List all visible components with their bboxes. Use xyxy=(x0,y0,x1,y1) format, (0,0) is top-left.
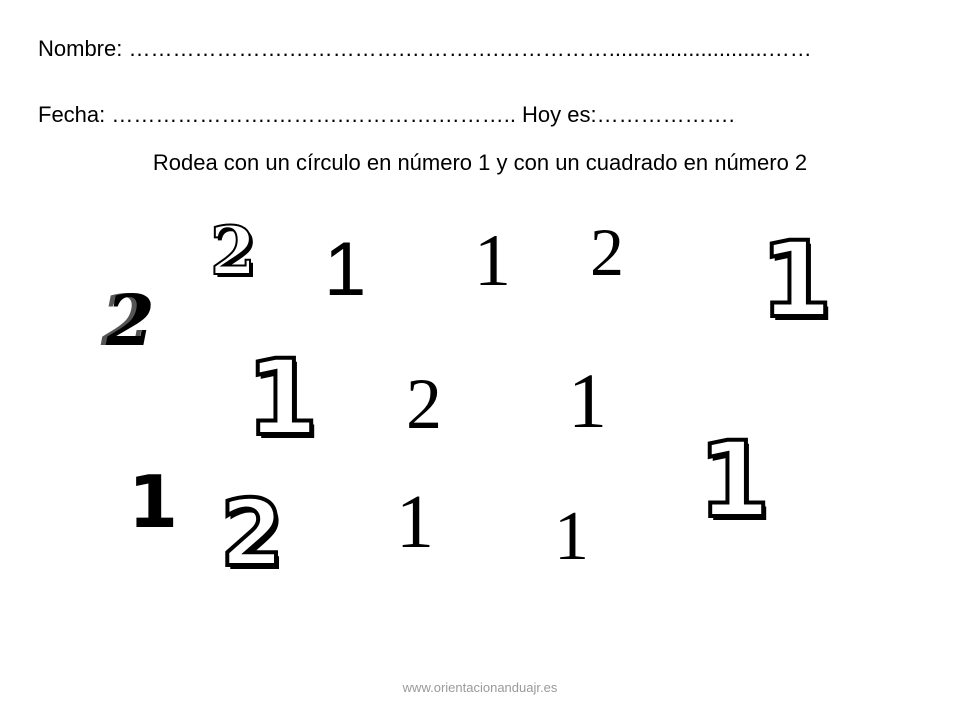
number-2[interactable]: 2 xyxy=(220,480,285,587)
number-1[interactable]: 1 xyxy=(698,419,771,541)
number-1[interactable]: 1 xyxy=(568,357,607,444)
number-1[interactable]: 1 xyxy=(246,337,319,459)
number-1[interactable]: 1 xyxy=(128,460,179,544)
number-1[interactable]: 1 xyxy=(324,227,367,312)
number-2[interactable]: 2 xyxy=(590,214,624,290)
number-2[interactable]: 2 xyxy=(106,279,155,362)
number-1[interactable]: 1 xyxy=(760,219,833,341)
number-1[interactable]: 1 xyxy=(474,220,511,302)
number-2[interactable]: 2 xyxy=(406,364,442,444)
footer-url: www.orientacionanduajr.es xyxy=(402,680,558,695)
number-2[interactable]: 2 xyxy=(210,212,256,290)
date-field-line[interactable]: Fecha: ………………….……….………….……….. Hoy es:………………. xyxy=(38,102,735,127)
number-1[interactable]: 1 xyxy=(396,480,434,564)
number-1[interactable]: 1 xyxy=(554,498,589,575)
instruction-text: Rodea con un círculo en número 1 y con un cuadrado en número 2 xyxy=(152,150,808,175)
name-field-line[interactable]: Nombre: ………………….…………….………….……………..........................…… xyxy=(38,36,812,61)
